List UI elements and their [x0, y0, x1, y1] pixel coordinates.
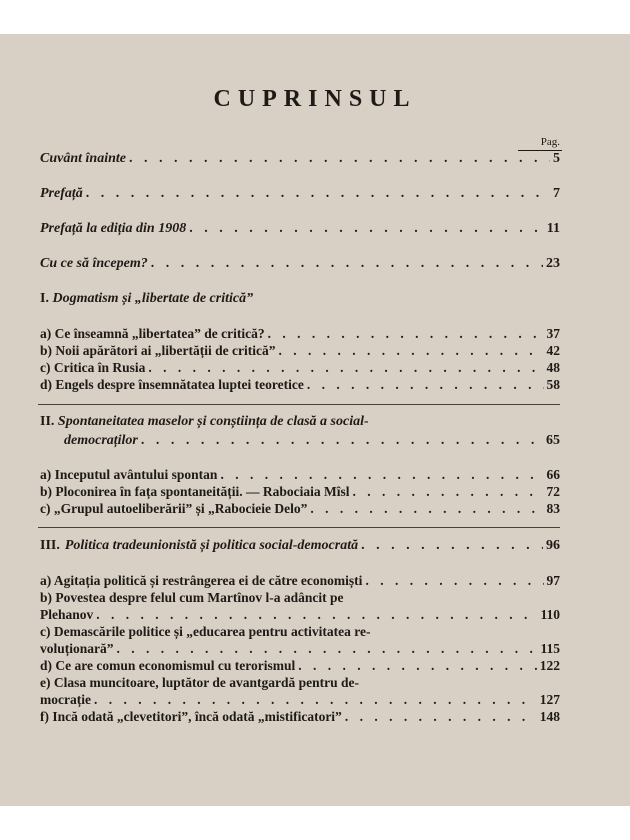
toc-subentry[interactable] [40, 692, 560, 708]
toc-entry[interactable] [40, 221, 560, 237]
section-number: II. [40, 414, 55, 429]
toc-entry-label: Prefață [40, 186, 83, 201]
toc-entry-label: Prefață la ediția din 1908 [40, 221, 187, 236]
toc-subentry-page: 72 [546, 484, 560, 499]
toc-subentry[interactable] [40, 377, 560, 393]
leader-dots [117, 641, 538, 657]
toc-entry[interactable] [40, 151, 560, 167]
leader-dots [189, 221, 544, 237]
toc-subentry-page: 37 [546, 326, 560, 341]
toc-subentry-label: voluționară” [40, 641, 114, 656]
toc-entry-label: Cu ce să începem? [40, 256, 148, 271]
toc-subentry-page: 48 [546, 360, 560, 375]
toc-subentry[interactable] [40, 607, 560, 623]
toc-subentry-label: mocrație [40, 692, 91, 707]
toc-subentry-label: c) „Grupul autoeliberării” și „Rabocieie Delo” [40, 501, 308, 516]
toc-entry-page: 5 [553, 151, 560, 166]
leader-dots [361, 538, 543, 554]
section-divider [38, 527, 560, 528]
leader-dots [353, 484, 544, 500]
toc-subentry-label: d) Ce are comun economismul cu terorismul [40, 658, 296, 673]
toc-subentry-label: b) Ploconirea în fața spontaneității. — Rabociaia Mîsl [40, 484, 350, 499]
toc-subentry[interactable] [40, 343, 560, 359]
section-divider [38, 404, 560, 405]
toc-subentry-line1[interactable]: b) Povestea despre felul cum Martînov l-a adâncit pe [40, 590, 344, 605]
toc-subentry-label: a) Agitația politică și restrângerea ei de către economiști [40, 573, 363, 588]
toc-subentry-page: 122 [539, 658, 560, 673]
toc-entry[interactable] [40, 256, 560, 272]
toc-entry[interactable] [40, 186, 560, 202]
toc-subentry-label: Plehanov [40, 607, 94, 622]
toc-subentry-page: 115 [540, 641, 560, 656]
leader-dots [129, 151, 550, 167]
leader-dots [148, 360, 543, 376]
section-title: Dogmatism și „libertate de critică” [52, 291, 254, 306]
toc-subentry[interactable] [40, 658, 560, 674]
leader-dots [268, 326, 544, 342]
toc-subentry-label: b) Noii apărători ai „libertății de critică” [40, 343, 276, 358]
leader-dots [96, 607, 537, 623]
toc-subentry-page: 110 [540, 607, 560, 622]
toc-subentry-page: 66 [546, 467, 560, 482]
section-heading[interactable] [40, 414, 369, 430]
section-heading-continuation[interactable] [64, 433, 560, 449]
toc-subentry-page: 97 [546, 573, 560, 588]
toc-subentry-line1[interactable]: e) Clasa muncitoare, luptător de avantgardă pentru de- [40, 675, 359, 690]
section-heading[interactable] [40, 538, 560, 554]
toc-entry-label: Cuvânt înainte [40, 151, 126, 166]
toc-subentry-page: 58 [546, 377, 560, 392]
leader-dots [151, 256, 543, 272]
leader-dots [298, 658, 537, 674]
toc-subentry-label: d) Engels despre însemnătatea luptei teoretice [40, 377, 304, 392]
toc-subentry[interactable] [40, 573, 560, 589]
toc-entry-page: 7 [553, 186, 560, 201]
toc-entry-page: 23 [546, 256, 560, 271]
leader-dots [345, 709, 537, 725]
toc-entry-page: 11 [546, 221, 560, 236]
leader-dots [86, 186, 550, 202]
leader-dots [365, 573, 543, 589]
section-title: Politica tradeunionistă și politica social-democrată [64, 538, 359, 553]
leader-dots [278, 343, 543, 359]
toc-subentry[interactable] [40, 709, 560, 725]
leader-dots [94, 692, 537, 708]
section-title-cont: democraților [64, 433, 138, 448]
section-title: Spontaneitatea maselor și conștiința de clasă a social- [57, 414, 369, 429]
toc-subentry-page: 42 [546, 343, 560, 358]
toc-subentry[interactable] [40, 484, 560, 500]
leader-dots [220, 467, 543, 483]
toc-subentry-label: c) Critica în Rusia [40, 360, 146, 375]
toc-subentry[interactable] [40, 641, 560, 657]
page-column-label: Pag. [540, 136, 560, 148]
leader-dots [310, 501, 543, 517]
toc-subentry-line1[interactable]: c) Demascările politice și „educarea pentru activitatea re- [40, 624, 371, 639]
toc-subentry-label: f) Incă odată „clevetitori”, încă odată „mistificatori” [40, 709, 342, 724]
book-page [0, 34, 630, 806]
page-title: CUPRINSUL [213, 86, 417, 112]
toc-subentry-label: a) Inceputul avântului spontan [40, 467, 218, 482]
section-number: I. [40, 291, 49, 306]
toc-subentry[interactable] [40, 467, 560, 483]
toc-subentry[interactable] [40, 360, 560, 376]
section-page: 96 [546, 538, 560, 553]
toc-subentry-page: 83 [546, 501, 560, 516]
toc-subentry-label: a) Ce înseamnă „libertatea” de critică? [40, 326, 265, 341]
section-page: 65 [546, 433, 560, 448]
section-number: III. [40, 538, 60, 553]
toc-subentry[interactable] [40, 326, 560, 342]
leader-dots [307, 377, 544, 393]
toc-subentry-page: 127 [539, 692, 560, 707]
toc-subentry-page: 148 [539, 709, 560, 724]
section-heading[interactable] [40, 291, 253, 307]
toc-subentry[interactable] [40, 501, 560, 517]
leader-dots [141, 433, 543, 449]
